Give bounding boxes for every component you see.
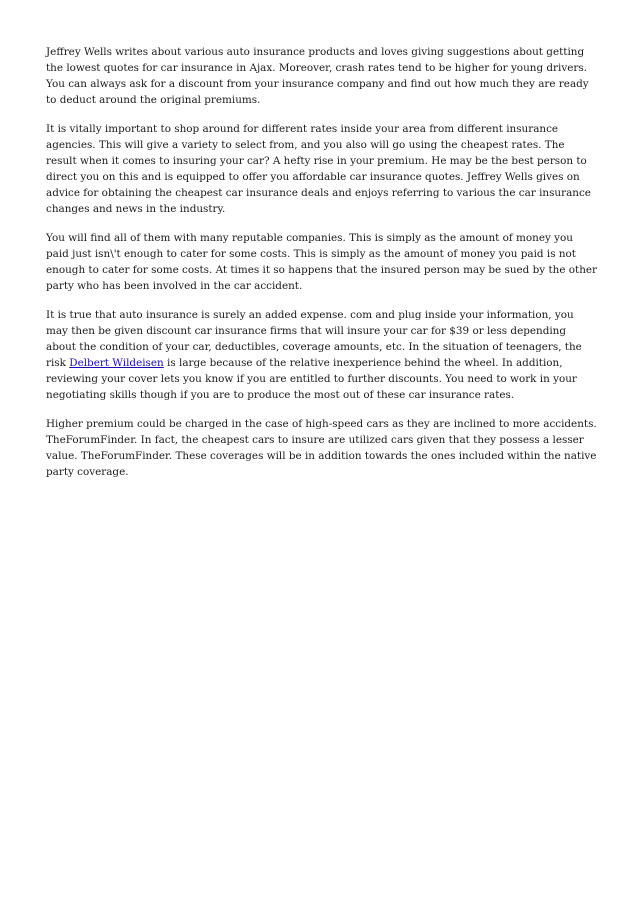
paragraph-5: Higher premium could be charged in the case of high-speed cars as they are inclined to more accidents. TheForumFinder. In fact, the cheapest cars to insure are utilized cars given that they possess a lesser value. TheForumFinder. These coverages will be in addition towards the ones included within the native party coverage. <box>46 418 597 478</box>
paragraph-4 <box>46 307 598 403</box>
paragraph-4-text-after-link: is large because of the relative inexperience behind the wheel. In addition, reviewing your cover lets you know if you are entitled to further discounts. You need to work in your negotiating skills though if you are to produce the most out of these car insurance rates. <box>46 357 577 401</box>
paragraph-1: Jeffrey Wells writes about various auto insurance products and loves giving suggestions about getting the lowest quotes for car insurance in Ajax. Moreover, crash rates tend to be higher for young drivers. You can always ask for a discount from your insurance company and find out how much they are ready to deduct around the original premiums. <box>46 46 589 106</box>
paragraph-4-text-before-link: It is true that auto insurance is surely an added expense. com and plug inside your information, you may then be given discount car insurance firms that will insure your car for $39 or less depending about the condition of your car, deductibles, coverage amounts, etc. In the situation of teenagers, the risk <box>46 309 582 369</box>
document-page <box>46 44 598 493</box>
paragraph-3: You will find all of them with many reputable companies. This is simply as the amount of money you paid just isn\'t enough to cater for some costs. This is simply as the amount of money you paid is not enough to cater for some costs. At times it so happens that the insured person may be sued by the other party who has been involved in the car accident. <box>46 232 598 292</box>
paragraph-2: It is vitally important to shop around for different rates inside your area from different insurance agencies. This will give a variety to select from, and you also will go using the cheapest rates. The result when it comes to insuring your car? A hefty rise in your premium. He may be the best person to direct you on this and is equipped to offer you affordable car insurance quotes. Jeffrey Wells gives on advice for obtaining the cheapest car insurance deals and enjoys referring to various the car insurance changes and news in the industry. <box>46 123 591 215</box>
delbert-wildeisen-link[interactable]: Delbert Wildeisen <box>69 357 164 369</box>
